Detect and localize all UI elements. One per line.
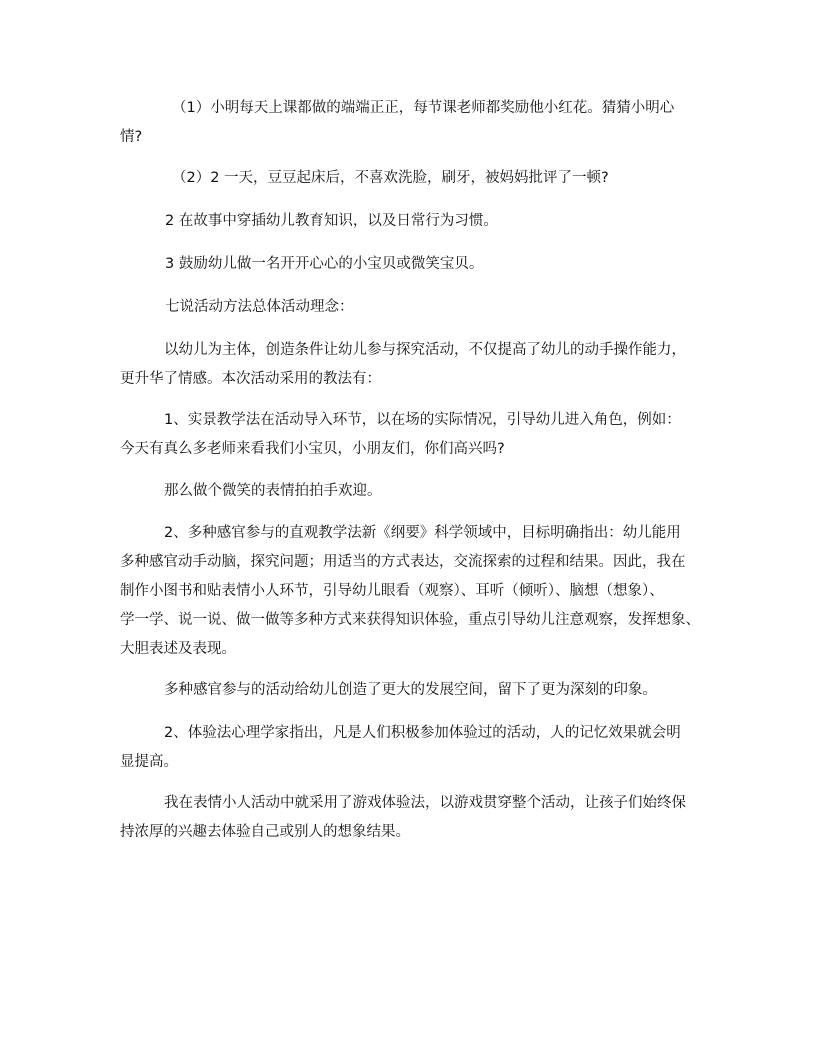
paragraph-line: 显提高。 xyxy=(120,754,178,770)
paragraph-line: （1）小明每天上课都做的端端正正，每节课老师都奖励他小红花。猜猜小明心 xyxy=(172,100,675,116)
section-heading xyxy=(120,293,700,322)
paragraph-senses-summary xyxy=(120,676,700,705)
paragraph-game-experience xyxy=(120,789,700,847)
paragraph-point-2 xyxy=(120,207,700,236)
paragraph-method-experience xyxy=(120,719,700,777)
paragraph-line: 我在表情小人活动中就采用了游戏体验法，以游戏贯穿整个活动，让孩子们始终保 xyxy=(164,795,686,811)
paragraph-line: 3 鼓励幼儿做一名开开心心的小宝贝或微笑宝贝。 xyxy=(165,256,484,272)
paragraph-line: 情? xyxy=(120,129,143,145)
paragraph-line: 制作小图书和贴表情小人环节，引导幼儿眼看（观察）、耳听（倾听）、脑想（想象）、 xyxy=(120,583,664,599)
paragraph-line: 七说活动方法总体活动理念： xyxy=(165,299,354,315)
paragraph-line: 持浓厚的兴趣去体验自己或别人的想象结果。 xyxy=(120,824,410,840)
paragraph-welcome xyxy=(120,477,700,506)
paragraph-line: 多种感官动手动脑，探究问题；用适当的方式表达，交流探索的过程和结果。因此，我在 xyxy=(120,554,686,570)
paragraph-line: 2、体验法心理学家指出，凡是人们积极参加体验过的活动，人的记忆效果就会明 xyxy=(164,725,681,741)
paragraph-line: 2、多种感官参与的直观教学法新《纲要》科学领域中，目标明确指出：幼儿能用 xyxy=(164,525,681,541)
paragraph-line: 2 在故事中穿插幼儿教育知识，以及日常行为习惯。 xyxy=(165,213,498,229)
paragraph-point-3 xyxy=(120,250,700,279)
paragraph-line: （2）2 一天，豆豆起床后，不喜欢洗脸，刷牙，被妈妈批评了一顿? xyxy=(172,170,609,186)
paragraph-line: 今天有真么多老师来看我们小宝贝，小朋友们，你们高兴吗? xyxy=(120,441,505,457)
paragraph-line: 那么做个微笑的表情拍拍手欢迎。 xyxy=(164,483,382,499)
paragraph-method-2 xyxy=(120,519,700,664)
paragraph-line: 学一学、说一说、做一做等多种方式来获得知识体验，重点引导幼儿注意观察，发挥想象、 xyxy=(120,612,700,628)
paragraph-line: 1、实景教学法在活动导入环节，以在场的实际情况，引导幼儿进入角色，例如： xyxy=(164,412,681,428)
paragraph-line: 多种感官参与的活动给幼儿创造了更大的发展空间，留下了更为深刻的印象。 xyxy=(164,682,657,698)
paragraph-method-1 xyxy=(120,406,700,464)
paragraph-question-1 xyxy=(120,94,700,152)
paragraph-concept xyxy=(120,336,700,394)
paragraph-line: 以幼儿为主体，创造条件让幼儿参与探究活动，不仅提高了幼儿的动手操作能力， xyxy=(164,342,686,358)
paragraph-line: 大胆表述及表现。 xyxy=(120,641,236,657)
paragraph-line: 更升华了情感。本次活动采用的教法有： xyxy=(120,371,381,387)
paragraph-question-2 xyxy=(120,164,700,193)
